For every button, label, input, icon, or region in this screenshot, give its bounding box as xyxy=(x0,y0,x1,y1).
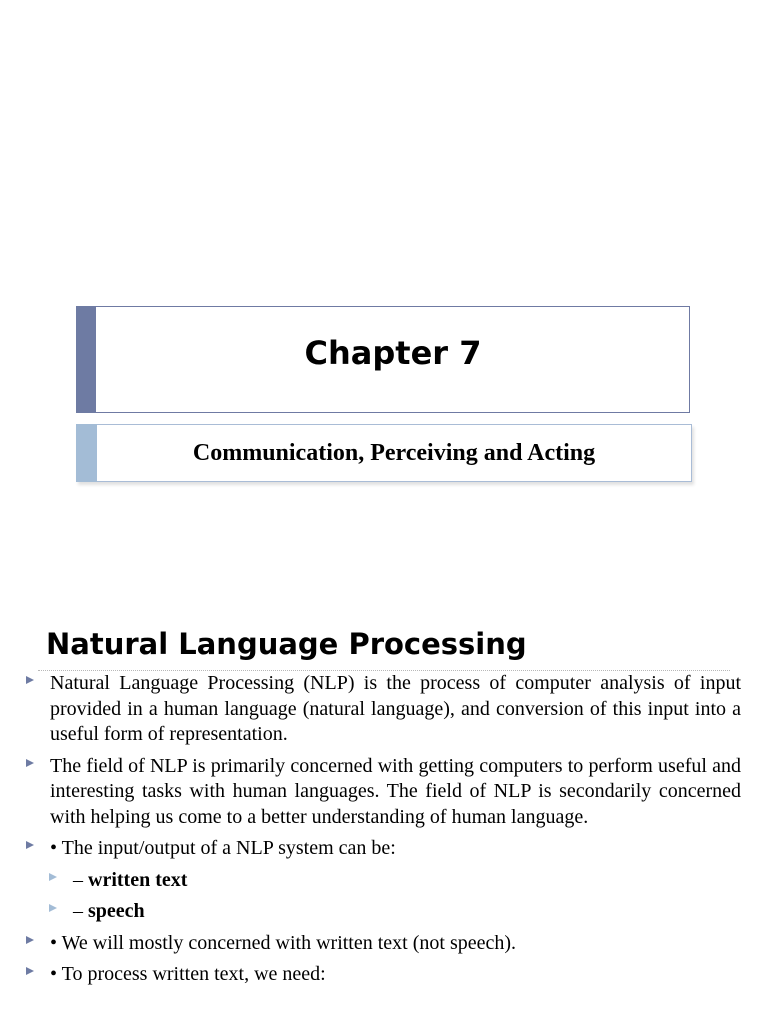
title-accent-bar xyxy=(76,306,96,413)
bullet-item xyxy=(50,671,741,748)
sub-bullet-prefix: – xyxy=(73,868,88,891)
bullet-item xyxy=(50,754,741,831)
bullet-arrow-icon xyxy=(26,676,34,684)
sub-bullet-item xyxy=(73,868,741,894)
bullet-list xyxy=(0,671,768,994)
bullet-item xyxy=(50,931,741,957)
slide-subtitle: Communication, Perceiving and Acting xyxy=(192,440,596,466)
bullet-item xyxy=(50,836,741,862)
bullet-arrow-icon xyxy=(26,936,34,944)
bullet-text: • We will mostly concerned with written text (not speech). xyxy=(50,931,517,954)
bullet-arrow-icon xyxy=(26,967,34,975)
subtitle-accent-bar xyxy=(76,424,97,482)
bullet-text: Natural Language Processing (NLP) is the process of computer analysis of input provided in a human language (natural language), and conversion of this input into a useful form of representation. xyxy=(50,672,741,745)
subtitle-box xyxy=(76,424,692,482)
bullet-text: • The input/output of a NLP system can be: xyxy=(50,837,396,859)
bullet-item xyxy=(50,962,741,988)
bullet-arrow-icon xyxy=(26,759,34,767)
sub-bullet-arrow-icon xyxy=(49,904,57,912)
slide-title: Chapter 7 xyxy=(304,334,482,372)
bullet-arrow-icon xyxy=(26,841,34,849)
bullet-text: • To process written text, we need: xyxy=(50,963,326,985)
sub-bullet-text: speech xyxy=(88,900,145,922)
sub-bullet-arrow-icon xyxy=(49,873,57,881)
bullet-text: The field of NLP is primarily concerned with getting computers to perform useful and interesting tasks with human languages. The field of NLP is secondarily concerned with helping us come to a better understanding of human language. xyxy=(50,754,741,828)
sub-bullet-prefix: – xyxy=(73,900,88,922)
title-box xyxy=(76,306,690,413)
section-heading: Natural Language Processing xyxy=(46,627,527,661)
sub-bullet-text: written text xyxy=(88,868,188,891)
sub-bullet-item xyxy=(73,899,741,925)
